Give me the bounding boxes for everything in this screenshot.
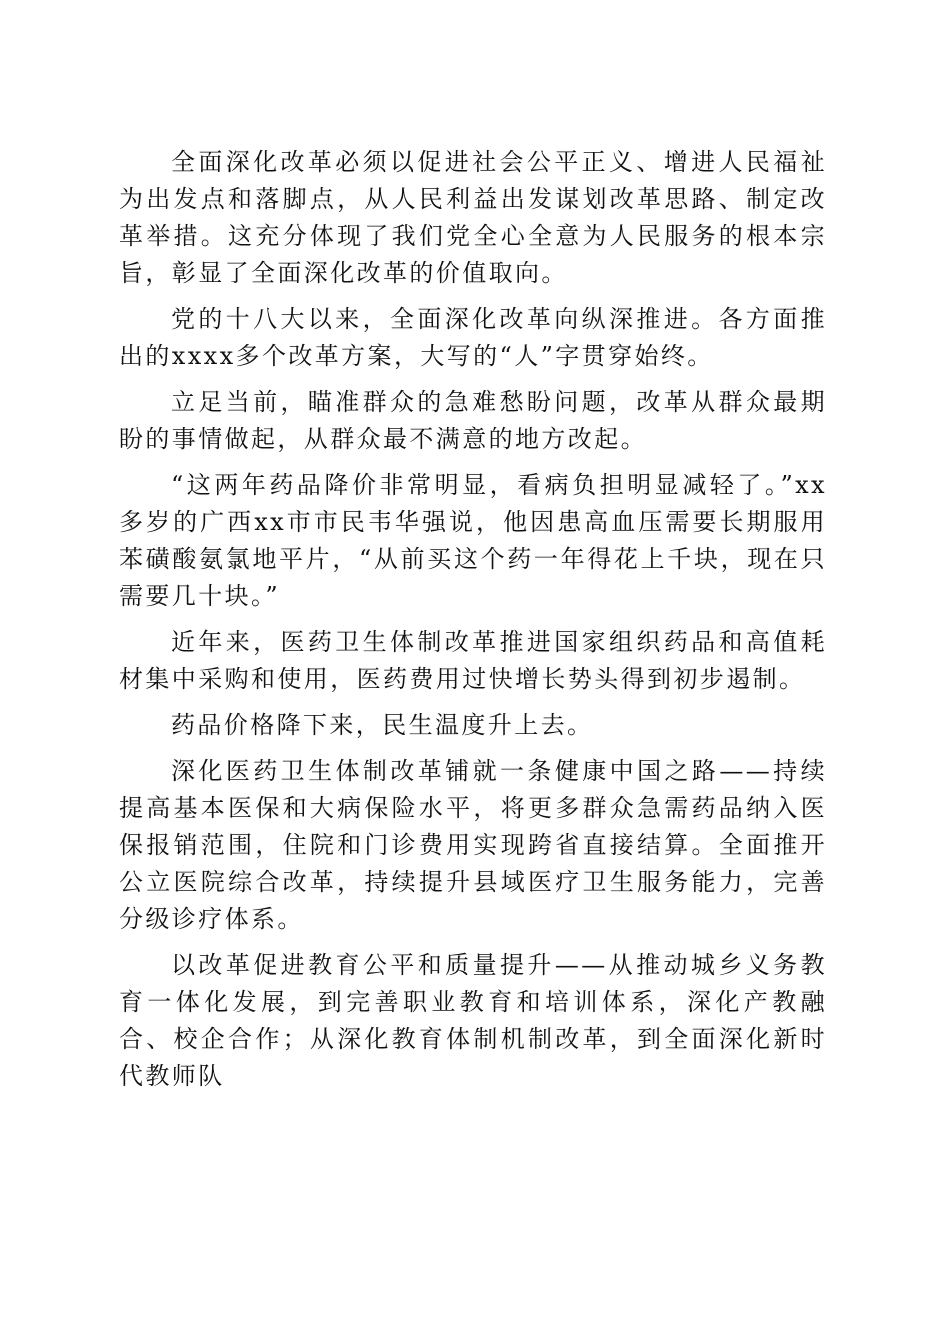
paragraph-7: 深化医药卫生体制改革铺就一条健康中国之路——持续提高基本医保和大病保险水平，将更多群众急需药品纳入医保报销范围，住院和门诊费用实现跨省直接结算。全面推开公立医院综合改革，持续提升县域医疗卫生服务能力，完善分级诊疗体系。 [119, 757, 827, 933]
paragraph-1: 全面深化改革必须以促进社会公平正义、增进人民福祉为出发点和落脚点，从人民利益出发谋划改革思路、制定改革举措。这充分体现了我们党全心全意为人民服务的根本宗旨，彰显了全面深化改革的价值取向。 [119, 148, 827, 287]
paragraph-5: 近年来，医药卫生体制改革推进国家组织药品和高值耗材集中采购和使用，医药费用过快增长势头得到初步遏制。 [119, 628, 827, 693]
paragraph-3: 立足当前，瞄准群众的急难愁盼问题，改革从群众最期盼的事情做起，从群众最不满意的地方改起。 [119, 388, 827, 453]
paragraph-2: 党的十八大以来，全面深化改革向纵深推进。各方面推出的xxxx多个改革方案，大写的“人”字贯穿始终。 [119, 305, 827, 370]
paragraph-4: “这两年药品降价非常明显，看病负担明显减轻了。”xx多岁的广西xx市市民韦华强说，他因患高血压需要长期服用苯磺酸氨氯地平片，“从前买这个药一年得花上千块，现在只需要几十块。” [119, 471, 827, 610]
paragraph-8: 以改革促进教育公平和质量提升——从推动城乡义务教育一体化发展，到完善职业教育和培训体系，深化产教融合、校企合作；从深化教育体制机制改革，到全面深化新时代教师队 [119, 951, 827, 1090]
paragraph-6: 药品价格降下来，民生温度升上去。 [171, 711, 594, 739]
document-body [119, 144, 827, 1104]
